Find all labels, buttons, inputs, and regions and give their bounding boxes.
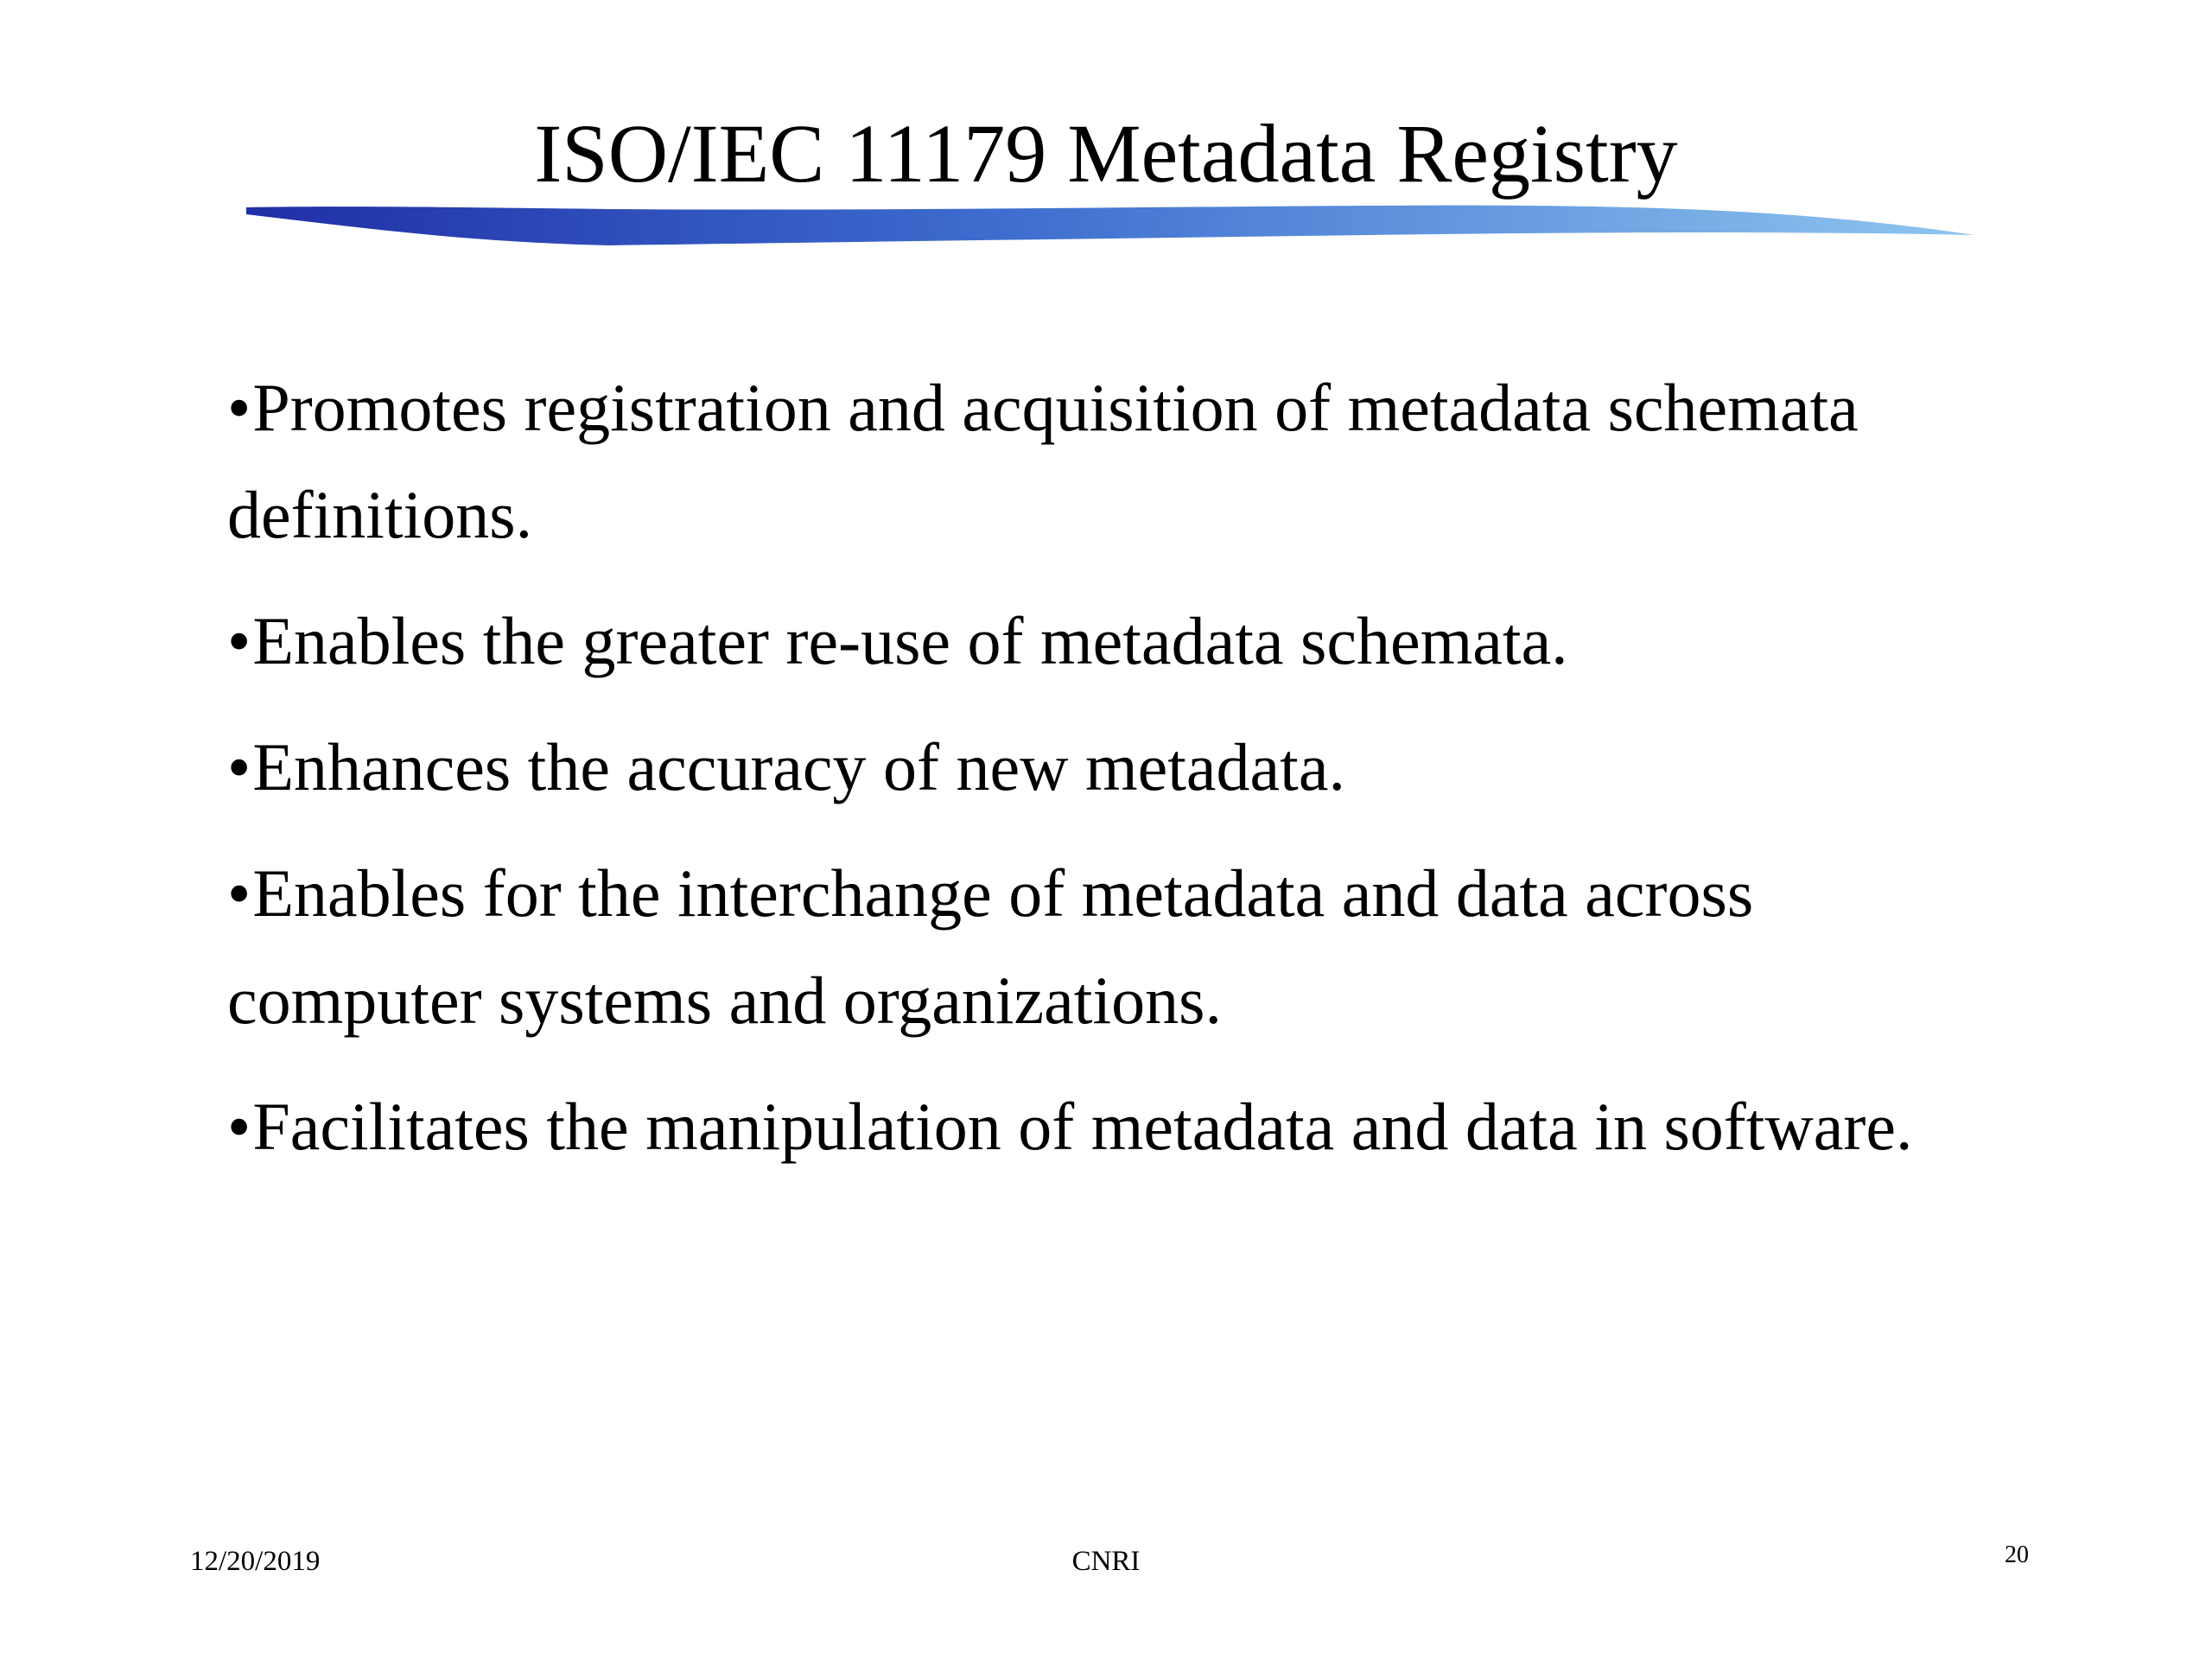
bullet-marker: • (227, 729, 251, 804)
bullet-item (227, 588, 1955, 695)
bullet-marker: • (227, 603, 251, 678)
bullet-text: Enables for the interchange of metadata and data across computer systems and organizations. (227, 855, 1754, 1038)
bullet-marker: • (227, 370, 251, 445)
bullet-item (227, 840, 1955, 1054)
title-underline-brushstroke (246, 197, 1974, 257)
footer-date: 12/20/2019 (190, 1546, 321, 1577)
slide-title: ISO/IEC 11179 Metadata Registry (534, 107, 1678, 200)
brushstroke-shape (246, 206, 1974, 245)
bullet-item (227, 714, 1955, 821)
bullet-marker: • (227, 855, 251, 931)
bullet-item (227, 354, 1955, 569)
bullet-text: Enables the greater re-use of metadata schemata. (252, 603, 1568, 678)
bullet-list (227, 354, 1955, 1199)
footer-page-number: 20 (2005, 1541, 2029, 1568)
bullet-item (227, 1073, 1955, 1180)
bullet-text: Promotes registration and acquisition of metadata schemata definitions. (227, 370, 1859, 552)
footer-organization: CNRI (1071, 1546, 1141, 1577)
bullet-text: Enhances the accuracy of new metadata. (252, 729, 1345, 804)
bullet-text: Facilitates the manipulation of metadata and data in software. (252, 1089, 1913, 1164)
bullet-marker: • (227, 1089, 251, 1164)
